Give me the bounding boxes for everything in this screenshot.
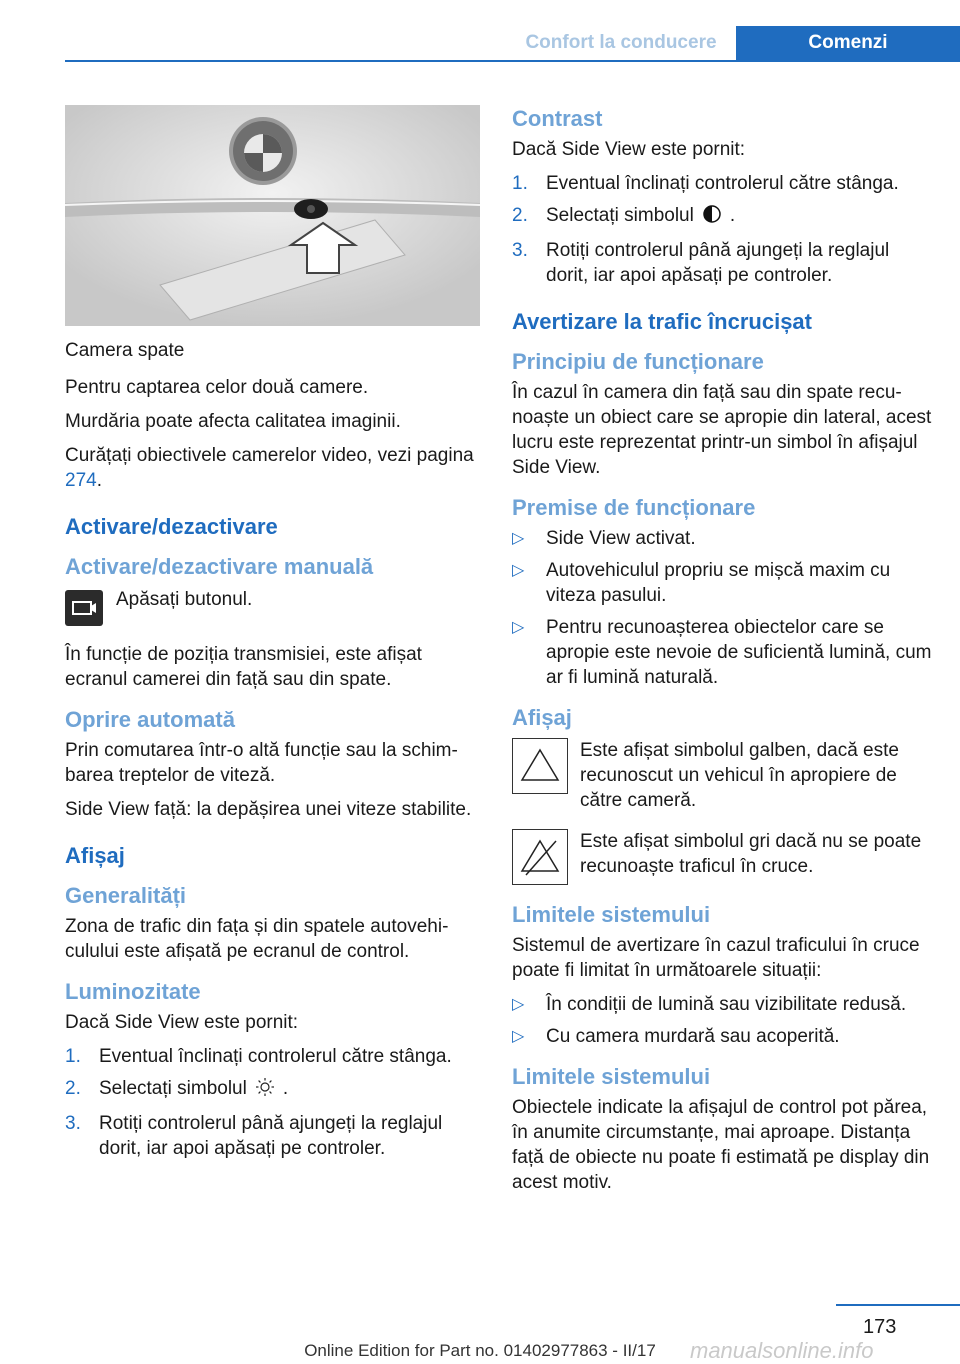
subheading-principiu: Principiu de funcționare	[512, 349, 764, 374]
brightness-icon	[255, 1077, 275, 1104]
paragraph: În funcție de poziția transmisiei, este afișat ecranul camerei din față sau din spate.	[65, 644, 422, 690]
subheading-generalitati: Generalități	[65, 883, 187, 908]
list-item	[512, 203, 932, 231]
heading-activare: Activare/dezactivare	[65, 514, 278, 539]
limite-list	[512, 992, 932, 1049]
paragraph: Este afișat simbolul gri dacă nu se poate recunoaște traficul în cruce.	[580, 831, 922, 877]
watermark: manualsonline.info	[690, 1338, 874, 1363]
paragraph: Side View față: la depășirea unei viteze stabilite.	[65, 799, 472, 820]
step-number: 2.	[65, 1078, 81, 1099]
list-item	[512, 238, 932, 288]
steps-list	[65, 1044, 477, 1161]
list-item	[512, 992, 932, 1017]
list-item	[512, 171, 932, 196]
list-item-text: În condiții de lumină sau vizibilitate redusă.	[546, 994, 907, 1015]
header-section-tab: Confort la conducere	[525, 32, 717, 53]
paragraph-text: Curățați obiectivele camerelor video, vezi pagina	[65, 445, 474, 466]
paragraph: Prin comutarea într-o altă funcție sau la schimbarea treptelor de viteză.	[65, 740, 458, 786]
paragraph: Obiectele indicate la afișajul de control pot părea, în anumite circumstanțe, mai aproape. Distanța față de obiecte nu poate fi estimată pe display din acest motiv.	[512, 1097, 930, 1193]
footer-rule	[836, 1304, 960, 1306]
right-column	[512, 105, 932, 1204]
subheading-luminozitate: Luminozitate	[65, 979, 201, 1004]
list-item	[65, 1044, 477, 1069]
heading-afisaj: Afișaj	[65, 843, 125, 868]
step-number: 1.	[65, 1046, 81, 1067]
yellow-symbol-row	[512, 738, 932, 813]
left-column	[65, 105, 477, 1173]
warning-triangle-crossed-icon	[512, 829, 568, 885]
page-number: 173	[863, 1316, 897, 1338]
header-chapter-tab: Comenzi	[736, 26, 960, 60]
triangle-bullet-icon: ▷	[512, 1028, 525, 1045]
list-item-text: Cu camera murdară sau acoperită.	[546, 1026, 840, 1047]
camera-button-icon	[65, 590, 103, 626]
button-instruction-text: Apăsați butonul.	[116, 589, 253, 610]
step-text: Selectați simbolul	[546, 205, 694, 226]
step-text: Rotiți controlerul până ajungeți la reglajul dorit, iar apoi apăsați pe controler.	[99, 1113, 443, 1159]
step-text: Selectați simbolul	[99, 1078, 247, 1099]
paragraph-end: .	[96, 470, 102, 491]
triangle-bullet-icon: ▷	[512, 996, 525, 1013]
subheading-contrast: Contrast	[512, 106, 603, 131]
paragraph: Murdăria poate afecta calitatea imaginii.	[65, 411, 401, 432]
subheading-oprire: Oprire automată	[65, 707, 235, 732]
premise-list	[512, 526, 932, 690]
step-number: 3.	[512, 240, 528, 261]
list-item	[512, 558, 932, 608]
paragraph: Este afișat simbolul galben, dacă este recunoscut un vehicul în apropiere de către cameră.	[580, 740, 899, 811]
step-text: Eventual înclinați controlerul către stânga.	[99, 1046, 452, 1067]
paragraph: Sistemul de avertizare în cazul traficului în cruce poate fi limitat în următoarele situații:	[512, 935, 920, 981]
list-item	[65, 1111, 477, 1161]
step-text: Eventual înclinați controlerul către stânga.	[546, 173, 899, 194]
paragraph-with-link	[65, 443, 477, 493]
step-number: 3.	[65, 1113, 81, 1134]
triangle-bullet-icon: ▷	[512, 562, 525, 579]
subheading-limite: Limitele sistemului	[512, 902, 711, 927]
paragraph: Pentru captarea celor două camere.	[65, 377, 369, 398]
photo-caption: Camera spate	[65, 340, 185, 361]
paragraph: Dacă Side View este pornit:	[65, 1012, 299, 1033]
triangle-bullet-icon: ▷	[512, 619, 525, 636]
list-item-text: Pentru recunoașterea obiectelor care se apropie este nevoie de suficientă lumină, cum ar fi lumină naturală.	[546, 617, 932, 688]
list-item	[512, 1024, 932, 1049]
step-end: .	[282, 1078, 289, 1099]
button-instruction	[65, 587, 477, 626]
contrast-icon	[702, 204, 722, 231]
list-item-text: Side View activat.	[546, 528, 696, 549]
page-link-274[interactable]: 274	[65, 470, 97, 491]
step-number: 2.	[512, 205, 528, 226]
steps-list	[512, 171, 932, 288]
step-text: Rotiți controlerul până ajungeți la reglajul dorit, iar apoi apăsați pe controler.	[546, 240, 890, 286]
rear-camera-illustration	[65, 105, 480, 326]
subheading-premise: Premise de funcționare	[512, 495, 756, 520]
paragraph: În cazul în camera din față sau din spate recunoaște un obiect care se apropie din lateral, acest lucru este reprezentat printr-un simbol în afișajul Side View.	[512, 382, 932, 478]
gray-symbol-row	[512, 829, 932, 885]
step-end: .	[729, 205, 736, 226]
paragraph: Zona de trafic din fața și din spatele autovehiculului este afișată pe ecranul de control.	[65, 916, 449, 962]
list-item	[512, 526, 932, 551]
triangle-bullet-icon: ▷	[512, 530, 525, 547]
rear-camera-photo	[65, 105, 480, 326]
list-item	[512, 615, 932, 690]
heading-avertizare: Avertizare la trafic încrucișat	[512, 309, 812, 334]
list-item	[65, 1076, 477, 1104]
header-rule	[65, 60, 960, 62]
warning-triangle-icon	[512, 738, 568, 794]
step-number: 1.	[512, 173, 528, 194]
list-item-text: Autovehiculul propriu se mișcă maxim cu viteza pasului.	[546, 560, 891, 606]
subheading-afisaj: Afișaj	[512, 705, 572, 730]
paragraph: Dacă Side View este pornit:	[512, 139, 746, 160]
footer-edition: Online Edition for Part no. 01402977863 - II/17	[304, 1341, 656, 1360]
subheading-manual: Activare/dezactivare manuală	[65, 554, 374, 579]
subheading-limite: Limitele sistemului	[512, 1064, 711, 1089]
